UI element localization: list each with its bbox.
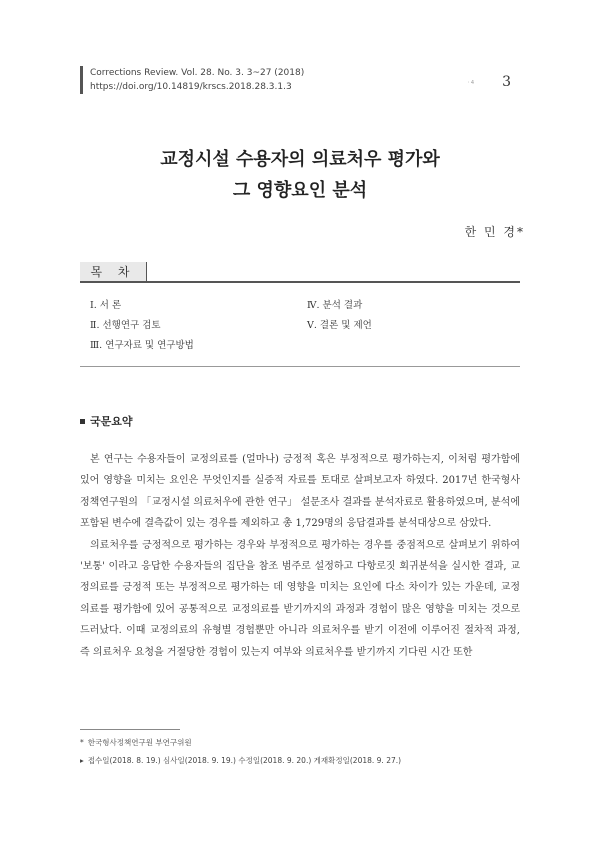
header-small-mark: ㆍ4	[465, 80, 474, 86]
page-number: 3	[502, 74, 511, 90]
toc-tab-divider	[146, 262, 147, 282]
title-line-2: 그 영향요인 분석	[232, 180, 368, 201]
author-name: 한 민 경*	[464, 225, 525, 239]
abstract-paragraph: 본 연구는 수용자들이 교정의료를 (얼마나) 긍정적 혹은 부정적으로 평가하는지, 이처럼 평가함에 있어 영향을 미치는 요인은 무엇인지를 실증적 자료를 토대로 살펴보고자 하였다. 2017년 한국형사정책연구원의 「교정시설 의료처우에 관한 연구」 설문조사 결과를 분석자료로 활용하였으며, 분석에 포함된 변수에 결측값이 있는 경우를 제외하고 총 1,729명의 응답결과를 분석대상으로 삼았다.	[80, 454, 520, 530]
doi-link[interactable]: https://doi.org/10.14819/krscs.2018.28.3.1.3	[90, 82, 292, 92]
journal-line: Corrections Review. Vol. 28. No. 3. 3~27 (2018)	[90, 68, 305, 78]
toc-item[interactable]: Ⅱ. 선행연구 검토	[90, 320, 161, 331]
abstract-heading-text: 국문요약	[90, 415, 133, 428]
toc-item[interactable]: Ⅳ. 분석 결과	[307, 300, 363, 311]
dates-text: 접수일(2018. 8. 19.) 심사일(2018. 9. 19.) 수정일(2018. 9. 20.) 게재확정일(2018. 9. 27.)	[87, 756, 402, 765]
title-line-1: 교정시설 수용자의 의료처우 평가와	[160, 149, 440, 170]
footnote-mark: *	[80, 738, 84, 747]
affiliation-text: 한국형사정책연구원 부연구위원	[87, 738, 192, 747]
header-bar	[80, 66, 83, 94]
footnote-affiliation	[80, 737, 192, 748]
footnote-rule	[80, 729, 180, 730]
footnote-dates	[80, 755, 401, 766]
paper-title	[0, 144, 600, 206]
abstract-body	[80, 449, 520, 663]
abstract-paragraph: 의료처우를 긍정적으로 평가하는 경우와 부정적으로 평가하는 경우를 중점적으로 살펴보기 위하여 '보통' 이라고 응답한 수용자들의 집단을 참조 범주로 설정하고 다항로짓 회귀분석을 실시한 결과, 교정의료를 긍정적 또는 부정적으로 평가하는 데 영향을 미치는 요인에 다소 차이가 있는 가운데, 교정의료를 평가함에 있어 공통적으로 교정의료를 받기까지의 과정과 경험이 많은 영향을 미치는 것으로 드러났다. 이때 교정의료의 유형별 경험뿐만 아니라 의료처우를 받기 이전에 이루어진 절차적 과정, 즉 의료처우 요청을 거절당한 경험이 있는지 여부와 의료처우를 받기까지 기다린 시간 또한	[80, 539, 520, 658]
bullet-square-icon	[80, 419, 85, 424]
toc-item[interactable]: Ⅰ. 서 론	[90, 300, 122, 311]
toc-item[interactable]: Ⅴ. 결론 및 제언	[307, 320, 372, 331]
running-header	[80, 66, 520, 94]
triangle-bullet-icon: ▸	[80, 756, 84, 765]
toc-item[interactable]: Ⅲ. 연구자료 및 연구방법	[90, 340, 194, 351]
header-citation	[90, 66, 304, 94]
abstract-heading	[80, 413, 133, 429]
toc-label: 목 차	[80, 262, 146, 282]
